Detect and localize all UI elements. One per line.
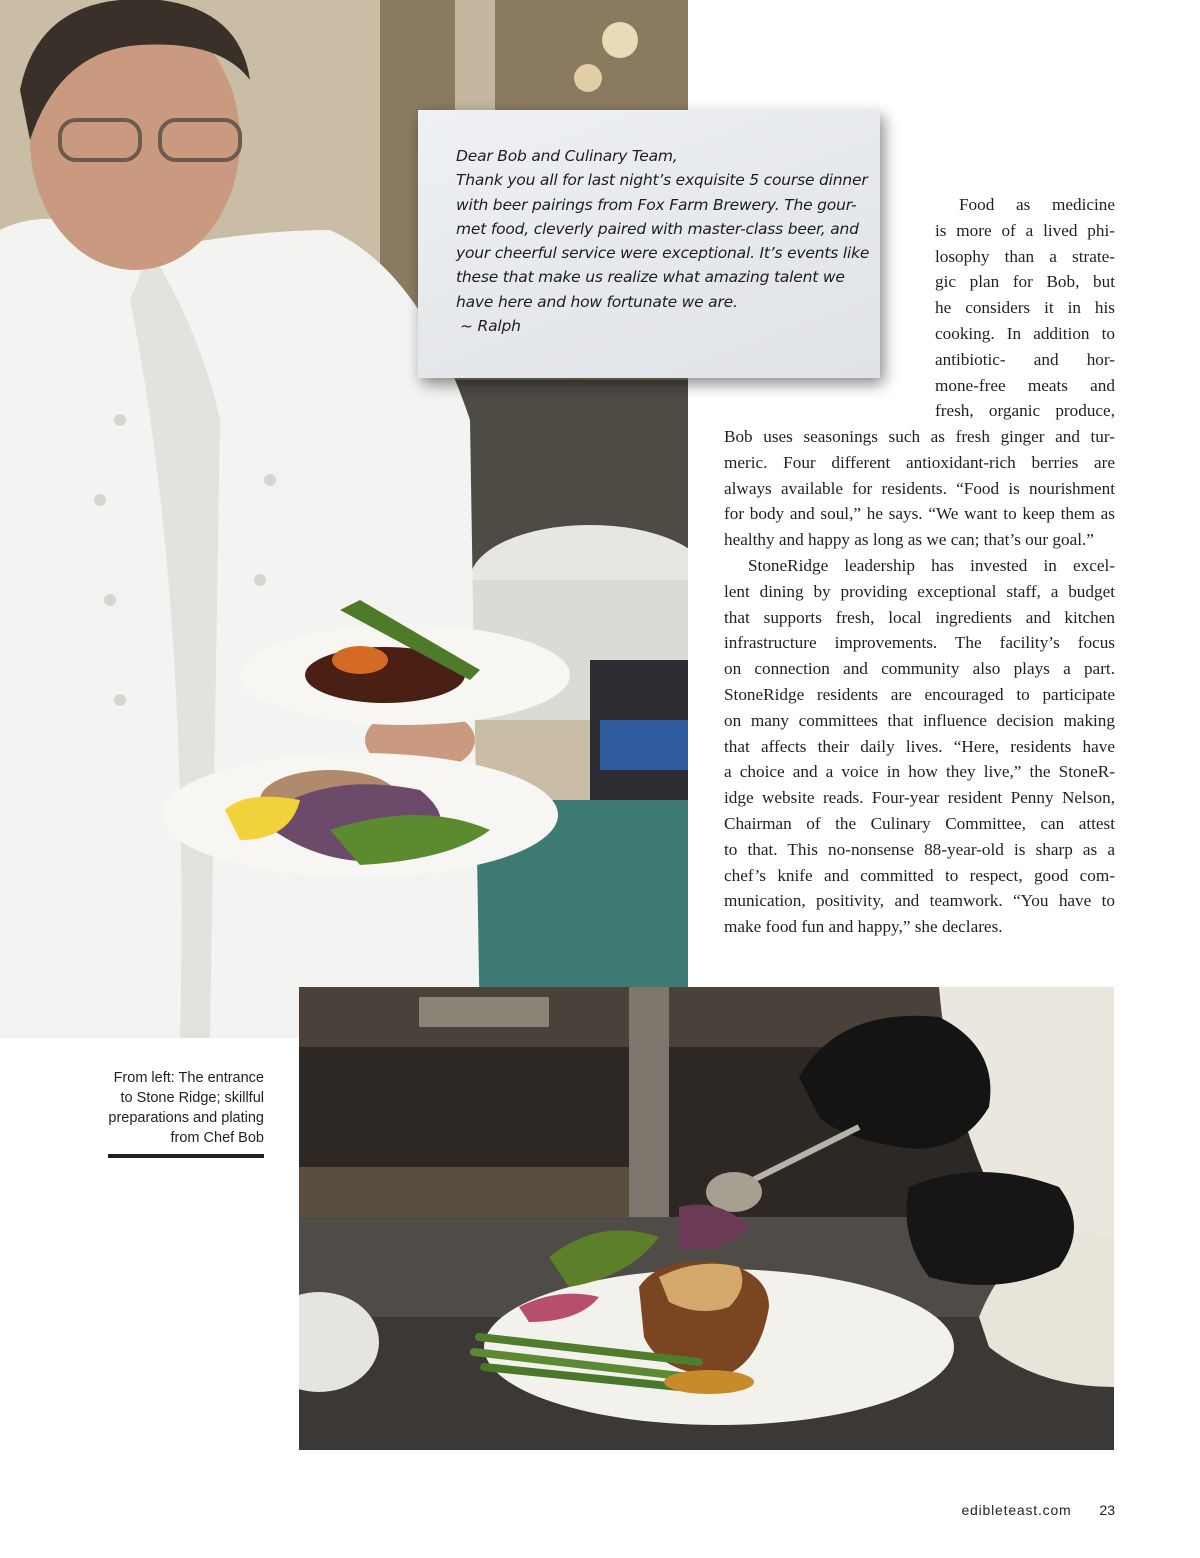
article-line: make food fun and happy,” she declares.	[724, 917, 1003, 937]
note-signature: ~ Ralph	[460, 317, 521, 336]
note-line: have here and how fortunate we are.	[456, 292, 738, 311]
caption-line: preparations and plating	[108, 1110, 264, 1126]
article-line: that supports fresh, local ingredients and kitchen	[724, 607, 1115, 627]
article-line: meric. Four different antioxidant-rich berries are	[724, 452, 1115, 472]
caption-line: from Chef Bob	[170, 1130, 264, 1146]
caption-divider	[108, 1154, 264, 1158]
note-line: Dear Bob and Culinary Team,	[456, 147, 678, 165]
article-line: on many committees that influence decision making	[724, 710, 1115, 730]
article-line: gic plan for Bob, but	[935, 272, 1115, 292]
caption-line: to Stone Ridge; skillful	[120, 1090, 264, 1106]
note-line: met food, cleverly paired with master-class beer, and	[456, 219, 859, 238]
article-line: losophy than a strate-	[935, 246, 1115, 266]
article-line: that affects their daily lives. “Here, residents have	[724, 736, 1115, 756]
page-number: 23	[1099, 1502, 1115, 1518]
article-line: a choice and a voice in how they live,” the StoneR-	[724, 762, 1115, 782]
article-line: always available for residents. “Food is nourishment	[724, 478, 1115, 498]
article-line: lent dining by providing exceptional staff, a budget	[724, 581, 1115, 601]
article-line: he considers it in his	[935, 298, 1115, 318]
article-line: munication, positivity, and teamwork. “You have to	[724, 891, 1115, 911]
note-line: your cheerful service were exceptional. It’s events like	[456, 244, 870, 263]
article-line: idge website reads. Four-year resident Penny Nelson,	[724, 788, 1115, 808]
article-line: cooking. In addition to	[935, 323, 1115, 343]
caption-line: From left: The entrance	[113, 1070, 264, 1086]
article-line: for body and soul,” he says. “We want to keep them as	[724, 504, 1115, 524]
photo-caption	[70, 1068, 264, 1148]
article-line: mone-free meats and	[935, 375, 1115, 395]
footer-site: edibleteast.com	[961, 1502, 1072, 1518]
article-line: antibiotic- and hor-	[935, 349, 1115, 369]
thank-you-note-card	[418, 110, 880, 378]
article-line: StoneRidge leadership has invested in excel-	[748, 555, 1115, 575]
article-text-narrow	[935, 192, 1115, 424]
article-line: to that. This no-nonsense 88-year-old is sharp as a	[724, 839, 1115, 859]
plating-photo	[299, 987, 1114, 1450]
article-line: chef’s knife and committed to respect, good com-	[724, 865, 1115, 885]
page-footer	[961, 1502, 1115, 1518]
article-line: healthy and happy as long as we can; that’s our goal.”	[724, 530, 1094, 550]
article-text-wide	[724, 424, 1115, 940]
article-line: fresh, organic produce,	[935, 401, 1115, 421]
article-line: StoneRidge residents are encouraged to participate	[724, 684, 1115, 704]
article-line: Chairman of the Culinary Committee, can attest	[724, 813, 1115, 833]
note-line: with beer pairings from Fox Farm Brewery. The gour-	[456, 195, 857, 214]
article-line: infrastructure improvements. The facility’s focus	[724, 633, 1115, 653]
article-line: is more of a lived phi-	[935, 220, 1115, 240]
article-line: Bob uses seasonings such as fresh ginger and tur-	[724, 427, 1115, 446]
note-line: Thank you all for last night’s exquisite 5 course dinner	[456, 171, 868, 190]
note-line: these that make us realize what amazing talent we	[456, 268, 845, 287]
article-line: Food as medicine	[959, 195, 1115, 214]
article-line: on connection and community also plays a part.	[724, 659, 1115, 679]
